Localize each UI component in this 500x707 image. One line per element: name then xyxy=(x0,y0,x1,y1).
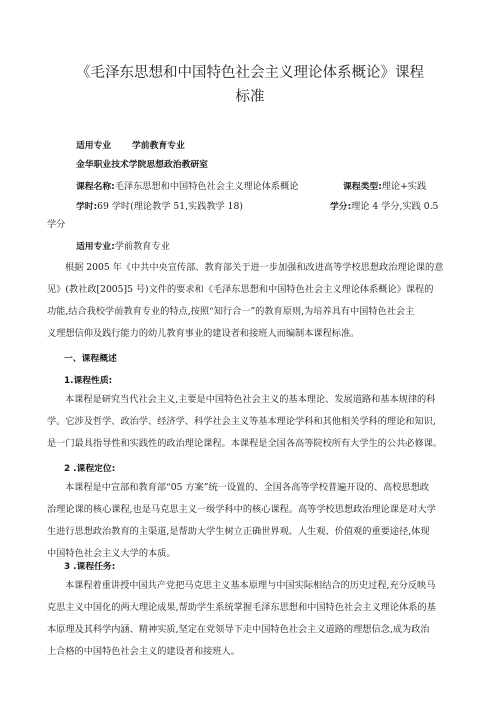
subsection-2-heading: 2 .课程定位: xyxy=(64,464,116,474)
subsection-3-heading: 3 .课程任务: xyxy=(64,562,116,572)
document-title-line-2: 标准 xyxy=(235,89,265,105)
course-position-line: 治理论课的核心课程,也是马克思主义一级学科中的核心课程。高等学校思想政治理论课是对大学 xyxy=(47,504,436,515)
applicable-major-label-2: 适用专业: xyxy=(76,242,115,252)
applicable-major-value: 学前教育专业 xyxy=(132,141,185,151)
applicable-major-row-2 xyxy=(76,240,170,254)
intro-line: 根据 2005 年《中共中央宣传部、教育部关于进一步加强和改进高等学校思想政治理论课的意 xyxy=(65,262,444,273)
applicable-major-value-2: 学前教育专业 xyxy=(114,241,170,252)
course-nature-line: 本课程是研究当代社会主义,主要是中国特色社会主义的基本理论、发展道路和基本规律的科 xyxy=(65,394,436,405)
course-name-row xyxy=(76,180,298,194)
course-task-line: 克思主义中国化的两大理论成果,帮助学生系统掌握毛泽东思想和中国特色社会主义理论体系的基 xyxy=(47,602,436,613)
course-position-line: 生进行思想政治教育的主渠道,是帮助大学生树立正确世界观、人生观、价值观的重要途径,体现 xyxy=(47,526,430,537)
course-type-label: 课程类型: xyxy=(343,182,382,192)
course-nature-line: 学。它涉及哲学、政治学、经济学、科学社会主义等基本理论学科和其他相关学科的理论和知识, xyxy=(47,416,436,427)
credit-wrap: 学分 xyxy=(47,219,66,230)
credit-label: 学分: xyxy=(330,202,352,212)
course-nature-line: 是一门最具指导性和实践性的政治理论课程。本课程是全国各高等院校所有大学生的公共必修课。 xyxy=(47,438,443,449)
hours-row xyxy=(76,200,243,214)
intro-line: 功能,结合我校学前教育专业的特点,按照“知行合一”的教育原则,为培养具有中国特色社会主 xyxy=(47,306,415,317)
course-position-line: 本课程是中宣部和教育部“05 方案”统一设置的、全国各高等学校普遍开设的、高校思想政 xyxy=(65,482,429,493)
hours-value: 69 学时(理论教学 51,实践教学 18) xyxy=(97,201,243,212)
intro-line: 义理想信仰及践行能力的幼儿教育事业的建设者和接班人而编制本课程标准。 xyxy=(47,328,360,339)
organization-name: 金华职业技术学院思想政治教研室 xyxy=(76,160,208,170)
credit-value: 理论 4 学分,实践 0.5 xyxy=(351,201,439,212)
section-1-heading: 一、课程概述 xyxy=(64,354,117,364)
course-name-label: 课程名称: xyxy=(76,182,115,192)
intro-line: 见》(教社政[2005]5 号)文件的要求和《毛泽东思想和中国特色社会主义理论体系概论》课程的 xyxy=(47,284,434,295)
course-task-line: 本原理及其科学内涵、精神实质,坚定在党领导下走中国特色社会主义道路的理想信念,成为政治 xyxy=(47,624,430,635)
course-task-paragraph xyxy=(47,575,467,663)
course-position-line: 中国特色社会主义大学的本质。 xyxy=(47,548,176,559)
course-name-value: 毛泽东思想和中国特色社会主义理论体系概论 xyxy=(114,181,299,192)
intro-paragraph xyxy=(47,257,467,345)
document-title-line-1: 《毛泽东思想和中国特色社会主义理论体系概论》课程 xyxy=(76,65,424,81)
course-position-paragraph xyxy=(47,477,467,565)
course-nature-paragraph xyxy=(47,389,467,455)
subsection-1-heading: 1.课程性质: xyxy=(64,376,113,386)
course-type-row xyxy=(343,180,426,194)
course-task-line: 本课程着重讲授中国共产党把马克思主义基本原理与中国实际相结合的历史过程,充分反映马 xyxy=(65,580,436,591)
course-type-value: 理论+实践 xyxy=(381,181,427,192)
applicable-major-label: 适用专业 xyxy=(76,141,112,151)
hours-label: 学时: xyxy=(76,202,98,212)
course-task-line: 上合格的中国特色社会主义的建设者和接班人。 xyxy=(47,646,240,657)
credit-row xyxy=(330,200,438,214)
